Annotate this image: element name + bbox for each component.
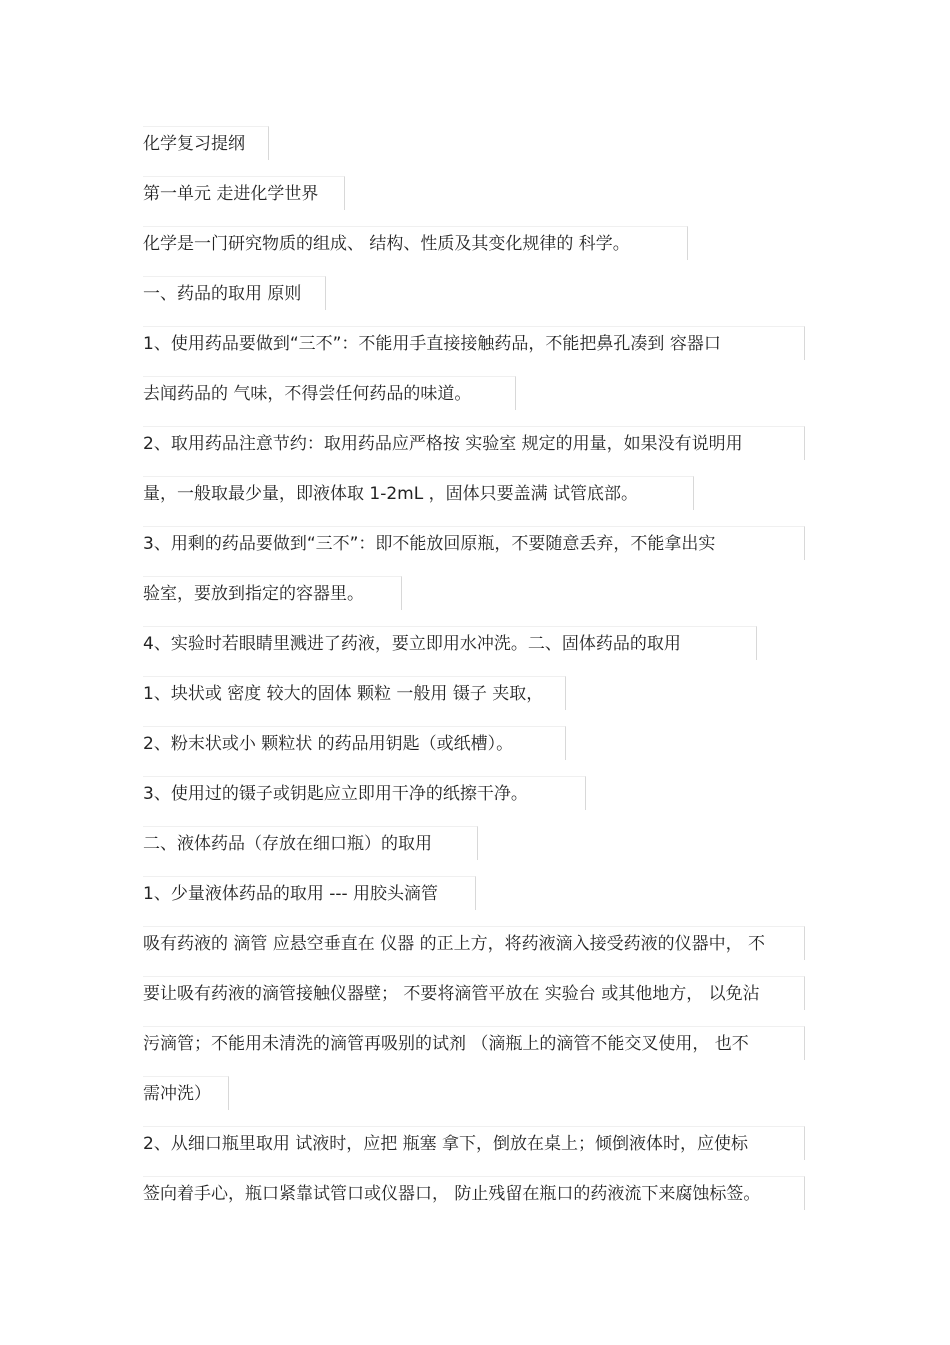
text-line: 1、少量液体药品的取用 --- 用胶头滴管 xyxy=(143,876,476,910)
text-line: 去闻药品的 气味，不得尝任何药品的味道。 xyxy=(143,376,516,410)
text-line: 3、用剩的药品要做到“三不”：即不能放回原瓶，不要随意丢弃，不能拿出实 xyxy=(143,526,805,560)
text-line: 验室，要放到指定的容器里。 xyxy=(143,576,402,610)
text-line: 1、块状或 密度 较大的固体 颗粒 一般用 镊子 夹取， xyxy=(143,676,566,710)
section-heading: 一、药品的取用 原则 xyxy=(143,276,326,310)
unit-heading: 第一单元 走进化学世界 xyxy=(143,176,345,210)
text-line: 2、从细口瓶里取用 试液时，应把 瓶塞 拿下，倒放在桌上；倾倒液体时，应使标 xyxy=(143,1126,805,1160)
text-line: 4、实验时若眼睛里溅进了药液，要立即用水冲洗。二、固体药品的取用 xyxy=(143,626,757,660)
text-line: 2、粉末状或小 颗粒状 的药品用钥匙（或纸槽）。 xyxy=(143,726,566,760)
section-heading: 二、液体药品（存放在细口瓶）的取用 xyxy=(143,826,478,860)
text-line: 需冲洗） xyxy=(143,1076,229,1110)
text-line: 吸有药液的 滴管 应悬空垂直在 仪器 的正上方，将药液滴入接受药液的仪器中， 不 xyxy=(143,926,805,960)
text-line: 要让吸有药液的滴管接触仪器壁； 不要将滴管平放在 实验台 或其他地方， 以免沾 xyxy=(143,976,805,1010)
doc-title: 化学复习提纲 xyxy=(143,126,269,160)
text-line: 3、使用过的镊子或钥匙应立即用干净的纸擦干净。 xyxy=(143,776,586,810)
text-line: 2、取用药品注意节约：取用药品应严格按 实验室 规定的用量，如果没有说明用 xyxy=(143,426,805,460)
text-line: 签向着手心，瓶口紧靠试管口或仪器口， 防止残留在瓶口的药液流下来腐蚀标签。 xyxy=(143,1176,805,1210)
text-line: 化学是一门研究物质的组成、 结构、性质及其变化规律的 科学。 xyxy=(143,226,688,260)
text-line: 1、使用药品要做到“三不”：不能用手直接接触药品，不能把鼻孔凑到 容器口 xyxy=(143,326,805,360)
text-line: 量，一般取最少量，即液体取 1-2mL ，固体只要盖满 试管底部。 xyxy=(143,476,694,510)
text-line: 污滴管；不能用未清洗的滴管再吸别的试剂 （滴瓶上的滴管不能交叉使用， 也不 xyxy=(143,1026,805,1060)
